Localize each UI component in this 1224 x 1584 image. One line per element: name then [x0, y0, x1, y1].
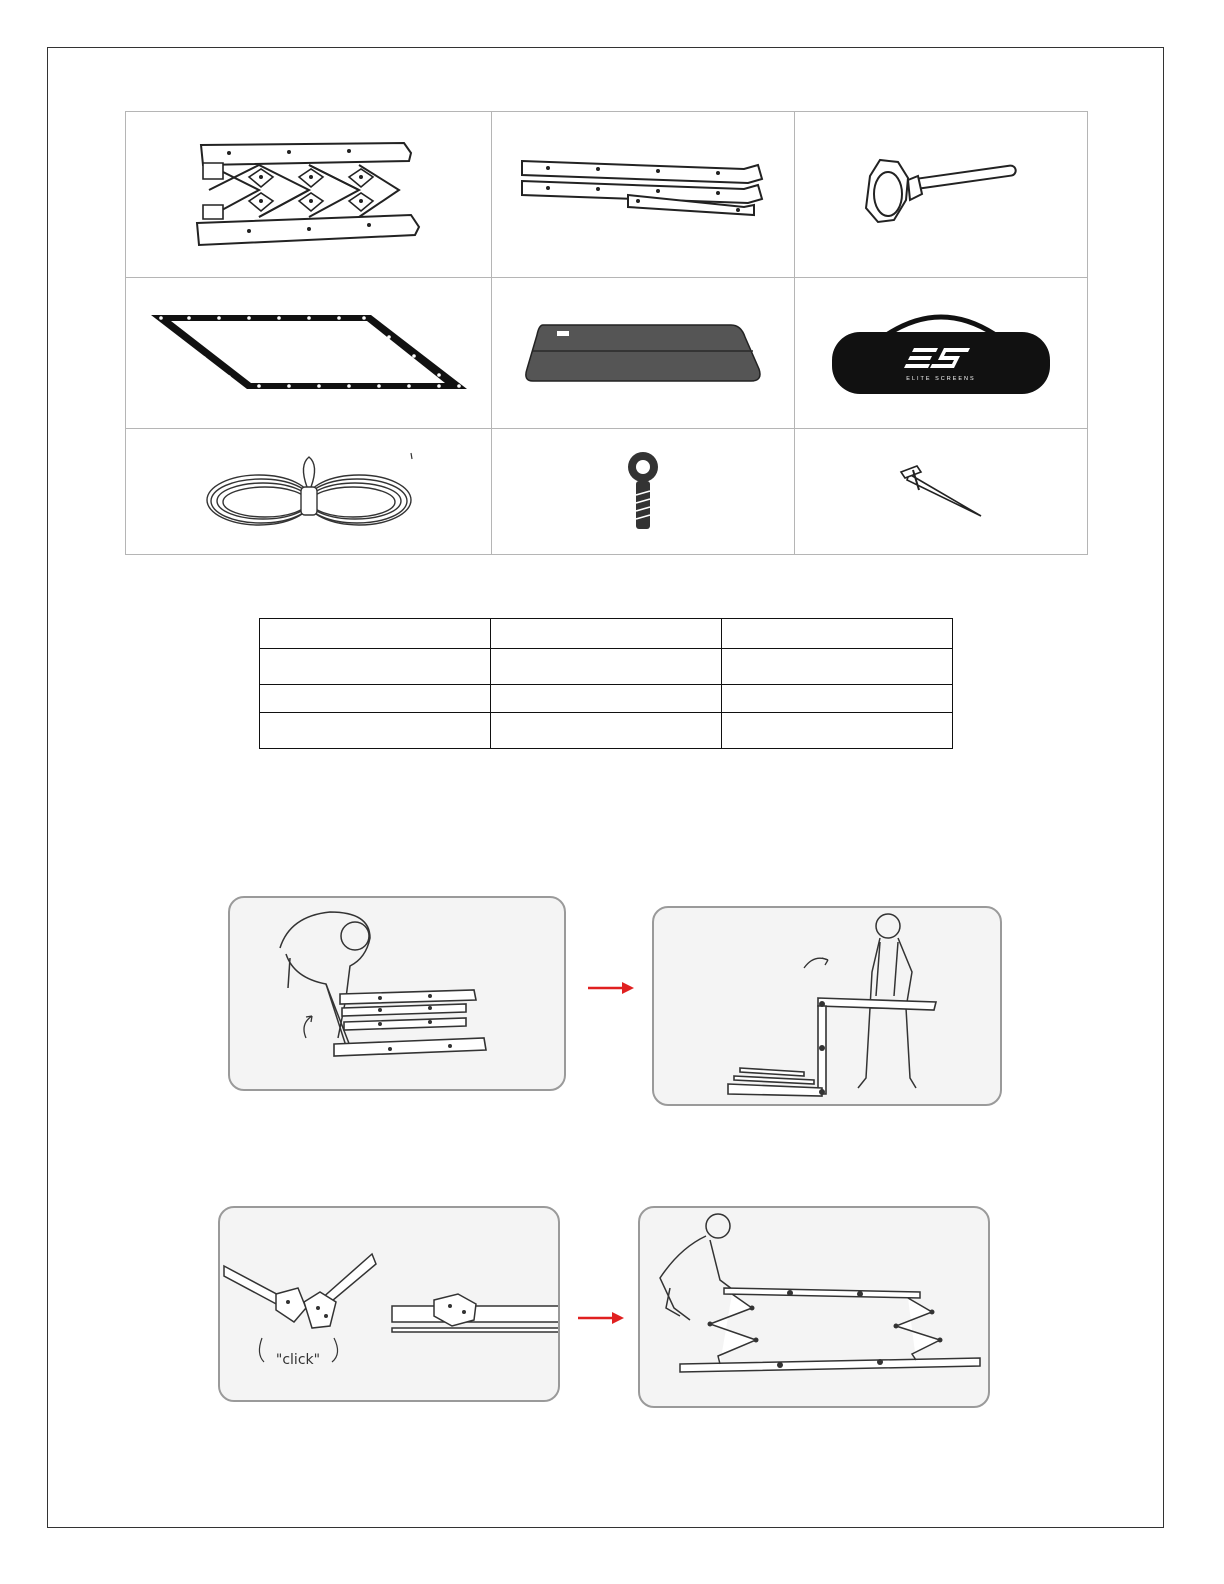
folding-frame-icon [189, 135, 429, 255]
step-arrow-icon [578, 1310, 626, 1326]
spec-cell [722, 713, 953, 749]
part-cell [795, 112, 1088, 278]
part-cell [492, 112, 795, 278]
bag-brand-text: ELITE SCREENS [906, 376, 976, 382]
spec-cell [260, 685, 491, 713]
spec-cell [260, 649, 491, 685]
spec-cell [722, 619, 953, 649]
part-cell [126, 278, 492, 429]
storage-pouch-icon [523, 321, 763, 385]
parts-grid [125, 111, 1088, 555]
spec-cell [491, 619, 722, 649]
person-unfolding-frame-illustration [230, 898, 566, 1091]
click-label: "click" [275, 1352, 321, 1368]
part-cell [492, 278, 795, 429]
rope-bundle-icon [189, 447, 429, 537]
spec-cell [260, 713, 491, 749]
carrying-bag-icon [828, 308, 1054, 398]
spec-cell [260, 619, 491, 649]
step-assemble-panel [638, 1206, 990, 1408]
part-cell [492, 429, 795, 555]
projection-screen-material-icon [149, 313, 469, 393]
part-cell [795, 429, 1088, 555]
leg-bracket-icon [518, 155, 768, 235]
step-arrow-icon [588, 980, 636, 996]
knob-bolt-icon [856, 150, 1026, 240]
eye-bolt-icon [623, 447, 663, 537]
spec-cell [491, 713, 722, 749]
step-corner-click-panel [218, 1206, 560, 1402]
ground-stake-icon [891, 462, 991, 522]
person-lifting-frame-illustration [654, 908, 1002, 1106]
corner-joint-click-illustration [220, 1208, 560, 1402]
person-assembling-frame-illustration [640, 1208, 990, 1408]
spec-cell [491, 649, 722, 685]
step-lift-panel [652, 906, 1002, 1106]
part-cell [795, 278, 1088, 429]
spec-cell [722, 649, 953, 685]
part-cell [126, 429, 492, 555]
step-unfold-panel [228, 896, 566, 1091]
spec-cell [722, 685, 953, 713]
spec-table [259, 618, 953, 749]
spec-cell [491, 685, 722, 713]
part-cell [126, 112, 492, 278]
